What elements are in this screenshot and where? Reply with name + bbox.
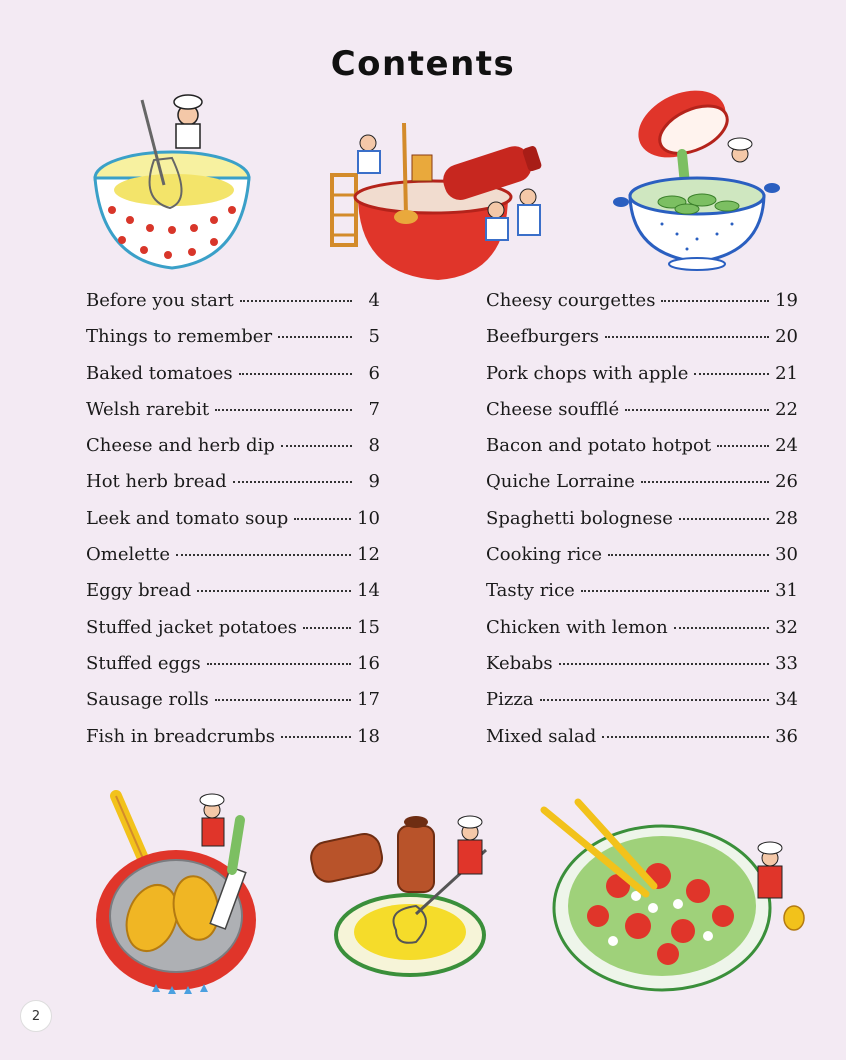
toc-entry-title: Kebabs — [486, 652, 553, 674]
toc-entry[interactable] — [86, 471, 380, 507]
toc-leader-dots — [605, 336, 769, 338]
toc-entry-title: Fish in breadcrumbs — [86, 725, 276, 747]
toc-entry-page: 15 — [357, 616, 380, 638]
toc-entry[interactable] — [86, 653, 380, 689]
toc-entry[interactable] — [86, 580, 380, 616]
toc-entry-title: Cooking rice — [486, 544, 603, 566]
toc-entry-title: Spaghetti bolognese — [486, 507, 673, 529]
toc-leader-dots — [661, 300, 769, 302]
toc-entry[interactable] — [86, 399, 380, 435]
toc-entry[interactable] — [486, 508, 798, 544]
toc-right-column — [486, 290, 798, 762]
toc-entry[interactable] — [486, 580, 798, 616]
toc-entry-title: Omelette — [86, 544, 171, 566]
colander-courgettes-illustration — [612, 84, 782, 274]
toc-leader-dots — [717, 445, 769, 447]
toc-entry[interactable] — [86, 689, 380, 725]
whisking-bowl-illustration — [92, 90, 262, 275]
toc-entry-page: 10 — [357, 507, 380, 529]
toc-entry-title: Baked tomatoes — [86, 362, 233, 384]
page-number: 2 — [20, 1000, 52, 1032]
toc-entry[interactable] — [486, 617, 798, 653]
toc-entry-page: 32 — [775, 616, 798, 638]
toc-leader-dots — [281, 445, 352, 447]
frying-pan-fish-illustration — [92, 790, 272, 1005]
toc-entry-page: 34 — [775, 689, 798, 711]
toc-entry[interactable] — [486, 544, 798, 580]
toc-entry-page: 30 — [775, 544, 798, 566]
toc-entry-page: 16 — [357, 652, 380, 674]
toc-entry[interactable] — [486, 290, 798, 326]
toc-entry-title: Things to remember — [86, 326, 273, 348]
toc-entry[interactable] — [486, 653, 798, 689]
toc-entry-page: 4 — [368, 290, 380, 311]
toc-entry[interactable] — [486, 435, 798, 471]
toc-entry-title: Quiche Lorraine — [486, 471, 635, 493]
toc-entry-title: Stuffed eggs — [86, 652, 201, 674]
toc-entry[interactable] — [486, 399, 798, 435]
toc-entry-title: Beefburgers — [486, 326, 599, 348]
toc-entry[interactable] — [86, 544, 380, 580]
toc-leader-dots — [215, 699, 351, 701]
toc-leader-dots — [303, 627, 351, 629]
toc-entry-page: 22 — [775, 398, 798, 420]
toc-leader-dots — [540, 699, 770, 701]
toc-entry-title: Cheese and herb dip — [86, 435, 275, 457]
toc-leader-dots — [281, 736, 351, 738]
toc-entry-page: 18 — [357, 725, 380, 747]
toc-entry-title: Pizza — [486, 689, 534, 711]
toc-leader-dots — [625, 409, 769, 411]
toc-entry-title: Hot herb bread — [86, 471, 227, 493]
toc-entry[interactable] — [86, 726, 380, 762]
egg-mixing-plate-illustration — [306, 810, 516, 990]
toc-entry-title: Cheese soufflé — [486, 398, 620, 420]
toc-leader-dots — [215, 409, 352, 411]
toc-entry[interactable] — [486, 726, 798, 762]
page-title: Contents — [330, 44, 516, 84]
toc-entry[interactable] — [486, 326, 798, 362]
toc-leader-dots — [559, 663, 769, 665]
salad-bowl-illustration — [538, 796, 813, 996]
toc-entry[interactable] — [86, 363, 380, 399]
toc-entry-page: 36 — [775, 725, 798, 747]
toc-leader-dots — [207, 663, 351, 665]
toc-leader-dots — [694, 373, 769, 375]
toc-entry-title: Tasty rice — [486, 580, 575, 602]
toc-entry-page: 5 — [368, 326, 380, 348]
pepper-mill-pot-illustration — [328, 115, 550, 290]
toc-entry-page: 9 — [368, 471, 380, 493]
toc-entry-page: 21 — [775, 362, 798, 384]
toc-leader-dots — [641, 481, 769, 483]
toc-entry-page: 12 — [357, 544, 380, 566]
toc-entry-page: 31 — [775, 580, 798, 602]
toc-entry-title: Cheesy courgettes — [486, 290, 656, 311]
toc-entry-page: 33 — [775, 652, 798, 674]
toc-leader-dots — [674, 627, 769, 629]
toc-entry[interactable] — [86, 326, 380, 362]
toc-entry-page: 19 — [775, 290, 798, 311]
toc-entry-title: Pork chops with apple — [486, 362, 689, 384]
toc-entry-title: Eggy bread — [86, 580, 192, 602]
toc-entry-page: 14 — [357, 580, 380, 602]
toc-entry-title: Welsh rarebit — [86, 398, 210, 420]
toc-entry-title: Sausage rolls — [86, 689, 209, 711]
toc-entry-title: Bacon and potato hotpot — [486, 435, 712, 457]
toc-entry[interactable] — [486, 363, 798, 399]
toc-leader-dots — [197, 590, 351, 592]
toc-left-column — [86, 290, 380, 762]
toc-entry-title: Leek and tomato soup — [86, 507, 289, 529]
toc-leader-dots — [608, 554, 769, 556]
toc-entry-page: 26 — [775, 471, 798, 493]
toc-leader-dots — [602, 736, 769, 738]
toc-entry-page: 17 — [357, 689, 380, 711]
toc-leader-dots — [176, 554, 351, 556]
toc-entry-title: Before you start — [86, 290, 234, 311]
toc-entry[interactable] — [486, 471, 798, 507]
toc-entry-title: Mixed salad — [486, 725, 597, 747]
toc-entry-page: 24 — [775, 435, 798, 457]
toc-entry[interactable] — [86, 508, 380, 544]
toc-leader-dots — [294, 518, 351, 520]
toc-entry-title: Chicken with lemon — [486, 616, 668, 638]
toc-entry-page: 28 — [775, 507, 798, 529]
toc-leader-dots — [581, 590, 769, 592]
toc-entry-page: 6 — [368, 362, 380, 384]
toc-leader-dots — [233, 481, 352, 483]
toc-leader-dots — [240, 300, 352, 302]
toc-entry[interactable] — [86, 435, 380, 471]
toc-leader-dots — [239, 373, 352, 375]
toc-entry[interactable] — [486, 689, 798, 725]
toc-leader-dots — [679, 518, 769, 520]
toc-leader-dots — [278, 336, 352, 338]
toc-entry[interactable] — [86, 290, 380, 326]
toc-entry-page: 8 — [368, 435, 380, 457]
toc-entry[interactable] — [86, 617, 380, 653]
toc-entry-page: 20 — [775, 326, 798, 348]
toc-entry-page: 7 — [368, 398, 380, 420]
toc-entry-title: Stuffed jacket potatoes — [86, 616, 298, 638]
